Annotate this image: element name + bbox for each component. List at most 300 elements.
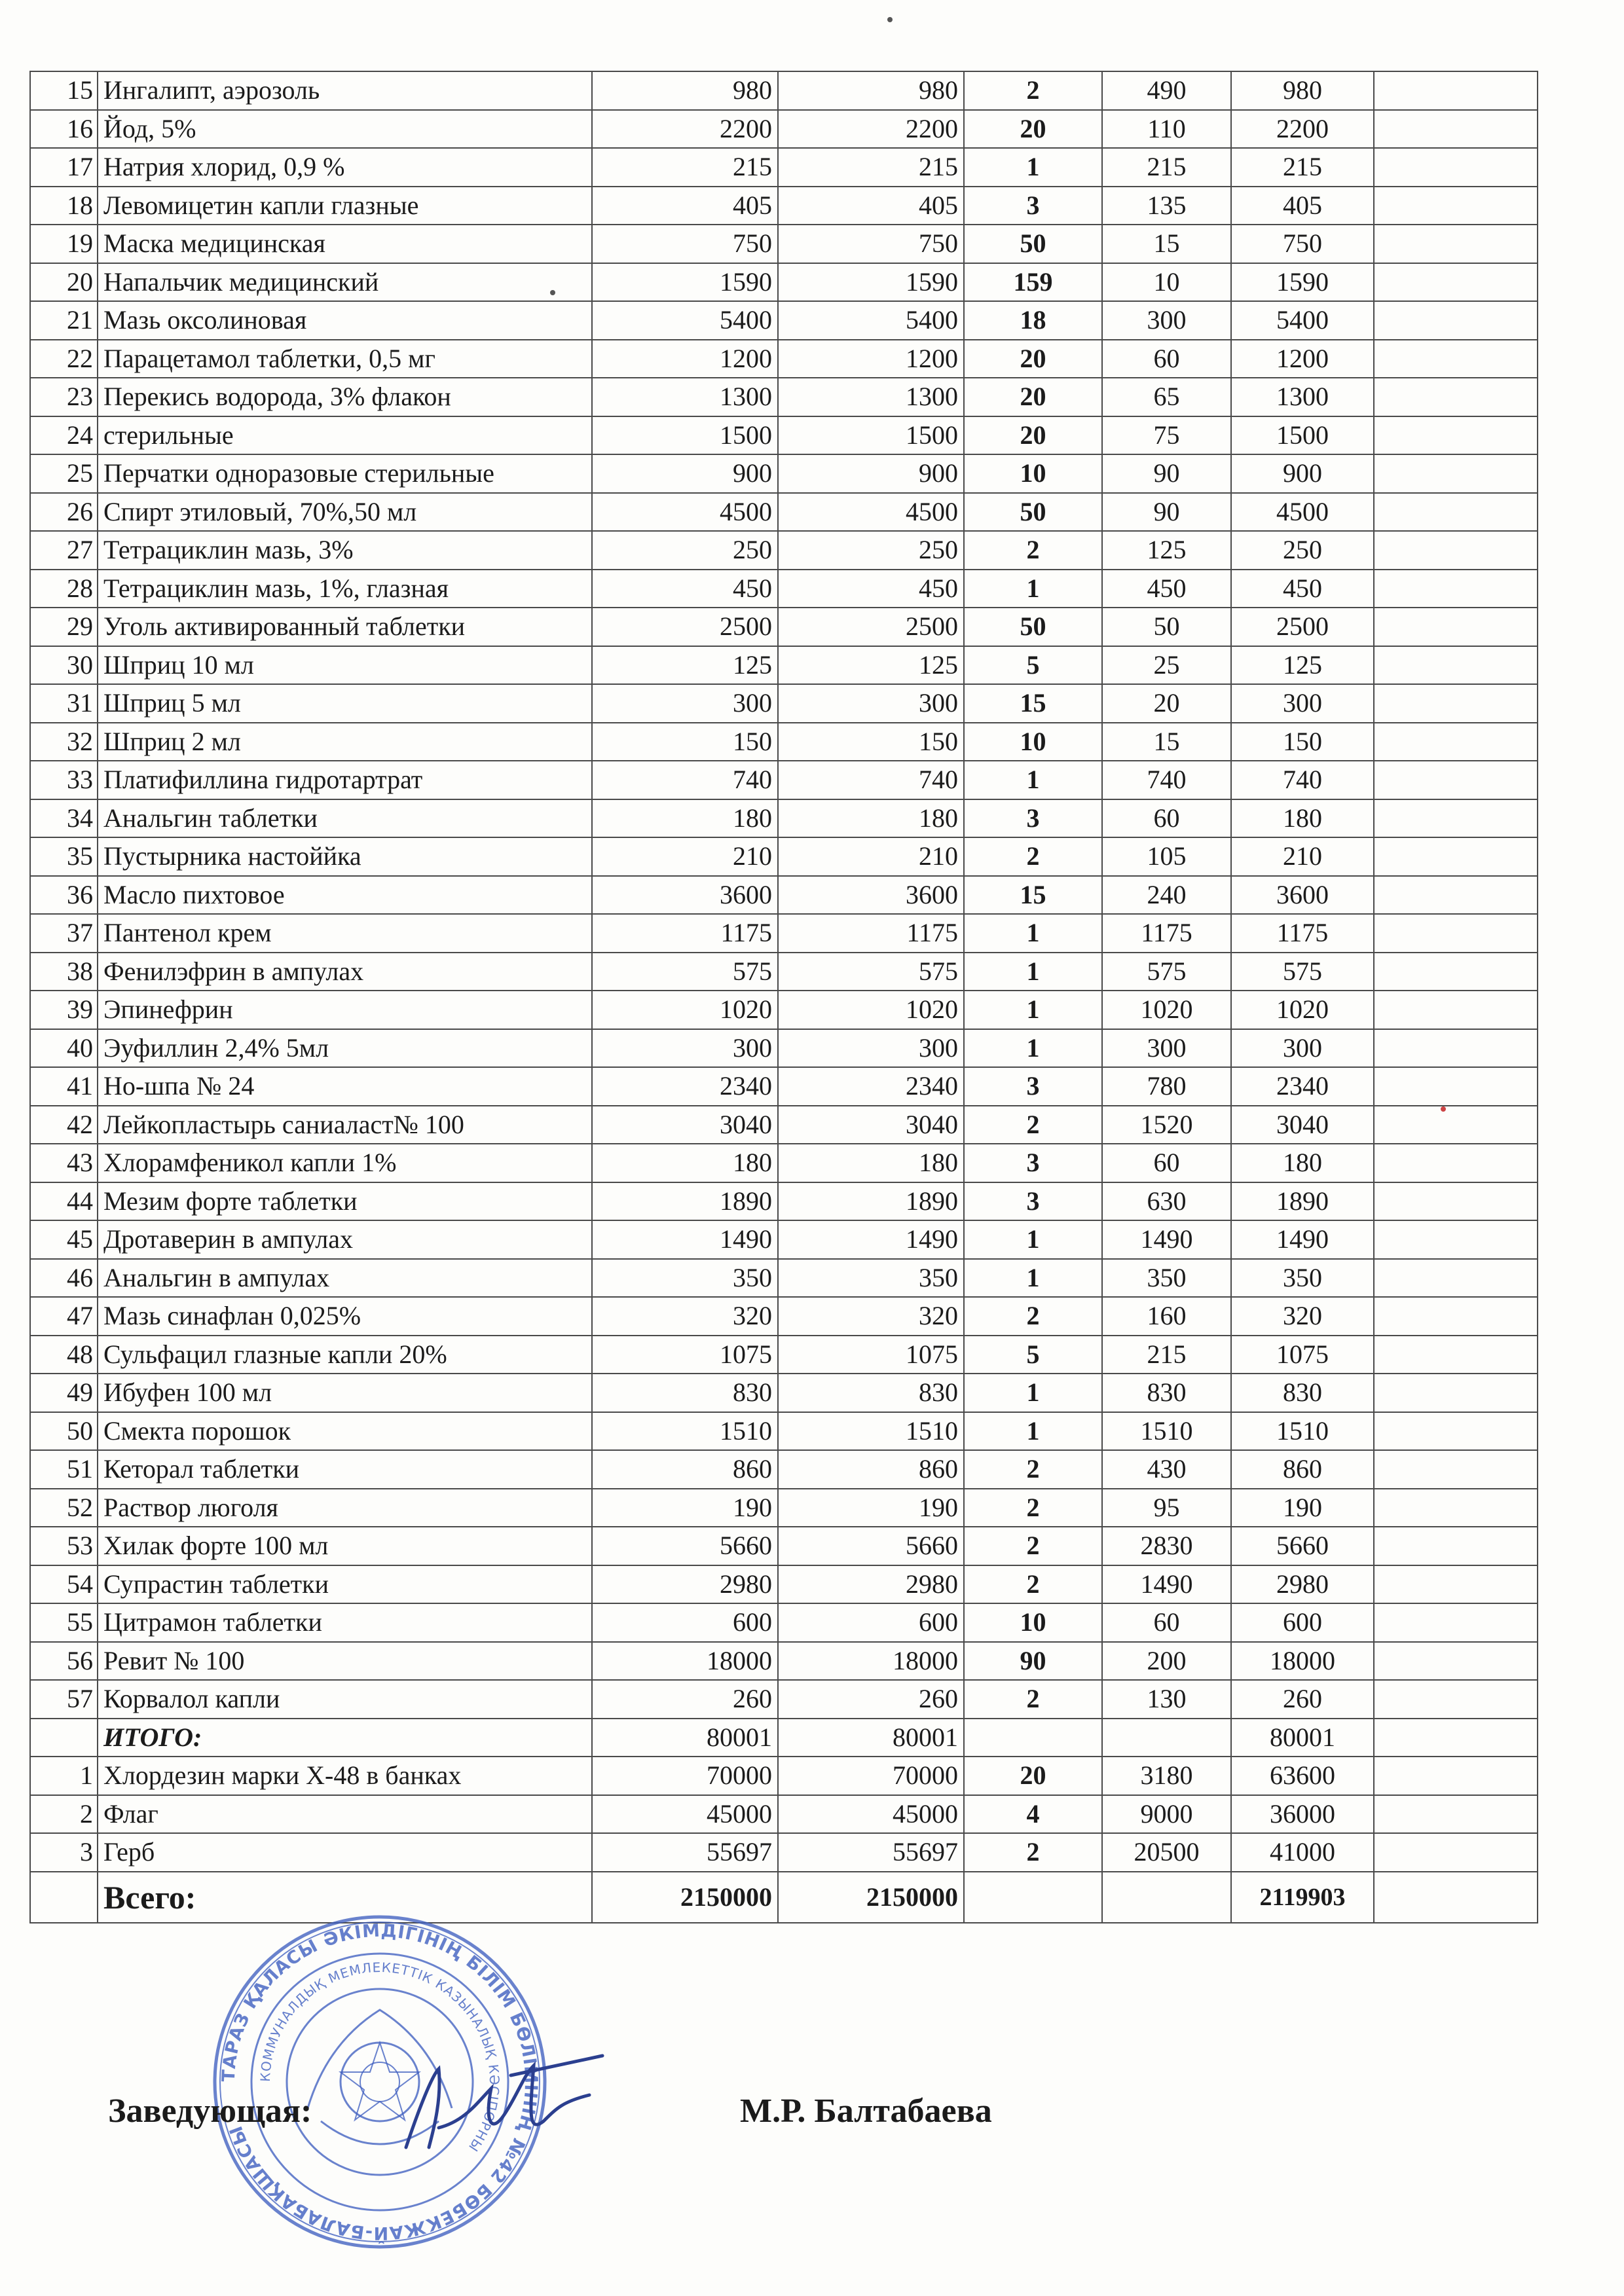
amount-cell: 980 bbox=[592, 71, 778, 110]
unit-price-cell: 1490 bbox=[1102, 1565, 1231, 1604]
table-row bbox=[30, 914, 1538, 953]
amount-cell: 575 bbox=[778, 953, 964, 991]
total-cell: 1300 bbox=[1231, 378, 1374, 416]
item-name: Спирт этиловый, 70%,50 мл bbox=[98, 493, 592, 532]
amount-cell: 5660 bbox=[592, 1527, 778, 1565]
unit-price-cell: 90 bbox=[1102, 454, 1231, 493]
item-name: Хлордезин марки Х-48 в банках bbox=[98, 1757, 592, 1795]
item-name: Шприц 5 мл bbox=[98, 684, 592, 723]
row-number: 22 bbox=[30, 340, 98, 378]
row-number: 48 bbox=[30, 1336, 98, 1374]
empty-cell bbox=[1374, 1719, 1538, 1757]
empty-cell bbox=[1374, 1795, 1538, 1834]
total-cell: 5400 bbox=[1231, 301, 1374, 340]
amount-cell: 600 bbox=[592, 1603, 778, 1642]
total-cell: 1020 bbox=[1231, 991, 1374, 1029]
total-cell: 41000 bbox=[1231, 1833, 1374, 1872]
amount-cell: 2200 bbox=[778, 110, 964, 149]
amount-cell: 2500 bbox=[778, 608, 964, 646]
row-number: 27 bbox=[30, 531, 98, 570]
total-cell: 210 bbox=[1231, 837, 1374, 876]
quantity-cell: 3 bbox=[964, 1067, 1102, 1106]
row-number: 42 bbox=[30, 1106, 98, 1144]
row-number: 16 bbox=[30, 110, 98, 149]
item-name: Уголь активированный таблетки bbox=[98, 608, 592, 646]
amount-cell: 18000 bbox=[778, 1642, 964, 1681]
empty-cell bbox=[1374, 148, 1538, 187]
unit-price-cell: 240 bbox=[1102, 876, 1231, 915]
total-cell: 300 bbox=[1231, 1029, 1374, 1068]
amount-cell: 70000 bbox=[592, 1757, 778, 1795]
empty-cell bbox=[1374, 1182, 1538, 1221]
item-name: Ревит № 100 bbox=[98, 1642, 592, 1681]
empty-cell bbox=[1374, 263, 1538, 302]
total-cell: 1175 bbox=[1231, 914, 1374, 953]
total-cell: 36000 bbox=[1231, 1795, 1374, 1834]
total-cell: 2119903 bbox=[1231, 1872, 1374, 1923]
amount-cell: 45000 bbox=[778, 1795, 964, 1834]
row-number: 15 bbox=[30, 71, 98, 110]
total-cell: 575 bbox=[1231, 953, 1374, 991]
empty-cell bbox=[1374, 1336, 1538, 1374]
amount-cell: 1890 bbox=[592, 1182, 778, 1221]
amount-cell: 1890 bbox=[778, 1182, 964, 1221]
empty-cell bbox=[1374, 1527, 1538, 1565]
quantity-cell: 1 bbox=[964, 1029, 1102, 1068]
quantity-cell: 50 bbox=[964, 608, 1102, 646]
amount-cell: 1200 bbox=[778, 340, 964, 378]
amount-cell: 18000 bbox=[592, 1642, 778, 1681]
table-row bbox=[30, 378, 1538, 416]
total-cell: 1500 bbox=[1231, 416, 1374, 455]
row-number: 33 bbox=[30, 761, 98, 799]
empty-cell bbox=[1374, 608, 1538, 646]
amount-cell: 80001 bbox=[778, 1719, 964, 1757]
table-body bbox=[30, 71, 1538, 1923]
table-row bbox=[30, 608, 1538, 646]
empty-cell bbox=[1374, 953, 1538, 991]
total-cell: 860 bbox=[1231, 1450, 1374, 1489]
unit-price-cell: 1490 bbox=[1102, 1220, 1231, 1259]
amount-cell: 180 bbox=[778, 799, 964, 838]
amount-cell: 80001 bbox=[592, 1719, 778, 1757]
empty-cell bbox=[1374, 1067, 1538, 1106]
unit-price-cell: 20 bbox=[1102, 684, 1231, 723]
empty-cell bbox=[1374, 761, 1538, 799]
item-name: Но-шпа № 24 bbox=[98, 1067, 592, 1106]
amount-cell: 320 bbox=[592, 1297, 778, 1336]
quantity-cell: 20 bbox=[964, 1757, 1102, 1795]
quantity-cell: 20 bbox=[964, 340, 1102, 378]
empty-cell bbox=[1374, 991, 1538, 1029]
quantity-cell: 1 bbox=[964, 1374, 1102, 1412]
unit-price-cell: 740 bbox=[1102, 761, 1231, 799]
total-cell: 150 bbox=[1231, 723, 1374, 761]
total-cell: 180 bbox=[1231, 1144, 1374, 1182]
amount-cell: 2150000 bbox=[778, 1872, 964, 1923]
empty-cell bbox=[1374, 301, 1538, 340]
table-row bbox=[30, 1565, 1538, 1604]
scan-speck bbox=[550, 290, 555, 295]
amount-cell: 1490 bbox=[778, 1220, 964, 1259]
table-row bbox=[30, 110, 1538, 149]
item-name: Натрия хлорид, 0,9 % bbox=[98, 148, 592, 187]
quantity-cell: 2 bbox=[964, 1680, 1102, 1719]
amount-cell: 980 bbox=[778, 71, 964, 110]
quantity-cell: 3 bbox=[964, 799, 1102, 838]
total-cell: 2200 bbox=[1231, 110, 1374, 149]
item-name: Мазь синафлан 0,025% bbox=[98, 1297, 592, 1336]
empty-cell bbox=[1374, 1374, 1538, 1412]
unit-price-cell: 830 bbox=[1102, 1374, 1231, 1412]
amount-cell: 1510 bbox=[592, 1412, 778, 1451]
item-name: Перекись водорода, 3% флакон bbox=[98, 378, 592, 416]
unit-price-cell: 200 bbox=[1102, 1642, 1231, 1681]
table-row bbox=[30, 416, 1538, 455]
row-number: 30 bbox=[30, 646, 98, 685]
row-number: 29 bbox=[30, 608, 98, 646]
amount-cell: 2980 bbox=[778, 1565, 964, 1604]
amount-cell: 190 bbox=[592, 1489, 778, 1527]
itogo-label: ИТОГО: bbox=[98, 1719, 592, 1757]
quantity-cell: 1 bbox=[964, 953, 1102, 991]
empty-cell bbox=[1374, 531, 1538, 570]
unit-price-cell: 3180 bbox=[1102, 1757, 1231, 1795]
amount-cell: 350 bbox=[592, 1259, 778, 1298]
row-number: 44 bbox=[30, 1182, 98, 1221]
item-name: Парацетамол таблетки, 0,5 мг bbox=[98, 340, 592, 378]
quantity-cell: 20 bbox=[964, 110, 1102, 149]
amount-cell: 2980 bbox=[592, 1565, 778, 1604]
unit-price-cell: 20500 bbox=[1102, 1833, 1231, 1872]
quantity-cell: 10 bbox=[964, 454, 1102, 493]
total-cell: 1490 bbox=[1231, 1220, 1374, 1259]
empty-cell bbox=[1374, 1450, 1538, 1489]
quantity-cell: 2 bbox=[964, 1297, 1102, 1336]
total-cell: 450 bbox=[1231, 570, 1374, 608]
item-name: Эпинефрин bbox=[98, 991, 592, 1029]
amount-cell: 300 bbox=[592, 684, 778, 723]
total-cell: 3600 bbox=[1231, 876, 1374, 915]
total-cell: 190 bbox=[1231, 1489, 1374, 1527]
amount-cell: 210 bbox=[592, 837, 778, 876]
amount-cell: 1590 bbox=[778, 263, 964, 302]
quantity-cell: 3 bbox=[964, 187, 1102, 225]
row-number: 3 bbox=[30, 1833, 98, 1872]
empty-cell bbox=[1374, 1144, 1538, 1182]
unit-price-cell: 9000 bbox=[1102, 1795, 1231, 1834]
amount-cell: 55697 bbox=[592, 1833, 778, 1872]
amount-cell: 405 bbox=[592, 187, 778, 225]
table-row bbox=[30, 991, 1538, 1029]
amount-cell: 3600 bbox=[592, 876, 778, 915]
item-name: Тетрациклин мазь, 3% bbox=[98, 531, 592, 570]
amount-cell: 4500 bbox=[592, 493, 778, 532]
amount-cell: 750 bbox=[778, 225, 964, 263]
empty-cell bbox=[1374, 225, 1538, 263]
row-number: 24 bbox=[30, 416, 98, 455]
medicines-table bbox=[29, 71, 1538, 1923]
quantity-cell: 50 bbox=[964, 225, 1102, 263]
amount-cell: 1175 bbox=[778, 914, 964, 953]
unit-price-cell: 575 bbox=[1102, 953, 1231, 991]
amount-cell: 900 bbox=[592, 454, 778, 493]
row-number: 54 bbox=[30, 1565, 98, 1604]
unit-price-cell: 15 bbox=[1102, 723, 1231, 761]
total-cell: 215 bbox=[1231, 148, 1374, 187]
amount-cell: 55697 bbox=[778, 1833, 964, 1872]
row-number: 26 bbox=[30, 493, 98, 532]
unit-price-cell: 1020 bbox=[1102, 991, 1231, 1029]
amount-cell: 150 bbox=[778, 723, 964, 761]
row-number: 28 bbox=[30, 570, 98, 608]
quantity-cell: 5 bbox=[964, 1336, 1102, 1374]
total-cell: 260 bbox=[1231, 1680, 1374, 1719]
item-name: Хилак форте 100 мл bbox=[98, 1527, 592, 1565]
scan-speck bbox=[887, 17, 893, 22]
empty-cell bbox=[1374, 876, 1538, 915]
table-row bbox=[30, 799, 1538, 838]
row-number: 40 bbox=[30, 1029, 98, 1068]
table-row bbox=[30, 1220, 1538, 1259]
table-row bbox=[30, 570, 1538, 608]
empty-cell bbox=[1374, 493, 1538, 532]
item-name: Платифиллина гидротартрат bbox=[98, 761, 592, 799]
table-row bbox=[30, 148, 1538, 187]
amount-cell: 300 bbox=[778, 1029, 964, 1068]
total-cell: 1075 bbox=[1231, 1336, 1374, 1374]
amount-cell: 1500 bbox=[592, 416, 778, 455]
amount-cell: 1075 bbox=[778, 1336, 964, 1374]
amount-cell: 2500 bbox=[592, 608, 778, 646]
empty-cell bbox=[1374, 1029, 1538, 1068]
quantity-cell: 5 bbox=[964, 646, 1102, 685]
amount-cell: 575 bbox=[592, 953, 778, 991]
table-row bbox=[30, 1450, 1538, 1489]
empty-cell bbox=[1374, 914, 1538, 953]
unit-price-cell: 60 bbox=[1102, 799, 1231, 838]
unit-price-cell bbox=[1102, 1872, 1231, 1923]
signatory-name: М.Р. Балтабаева bbox=[740, 2092, 992, 2130]
amount-cell: 1300 bbox=[778, 378, 964, 416]
quantity-cell: 1 bbox=[964, 1259, 1102, 1298]
table-row bbox=[30, 71, 1538, 110]
table-row bbox=[30, 1603, 1538, 1642]
item-name: Дротаверин в ампулах bbox=[98, 1220, 592, 1259]
item-name: Левомицетин капли глазные bbox=[98, 187, 592, 225]
row-number: 32 bbox=[30, 723, 98, 761]
item-name: Шприц 2 мл bbox=[98, 723, 592, 761]
table-row bbox=[30, 1297, 1538, 1336]
row-number: 19 bbox=[30, 225, 98, 263]
unit-price-cell: 50 bbox=[1102, 608, 1231, 646]
unit-price-cell: 60 bbox=[1102, 340, 1231, 378]
table-row bbox=[30, 837, 1538, 876]
table-row bbox=[30, 761, 1538, 799]
amount-cell: 1490 bbox=[592, 1220, 778, 1259]
table-row bbox=[30, 723, 1538, 761]
row-number bbox=[30, 1872, 98, 1923]
empty-cell bbox=[1374, 454, 1538, 493]
total-cell: 2340 bbox=[1231, 1067, 1374, 1106]
table-row bbox=[30, 1067, 1538, 1106]
amount-cell: 2200 bbox=[592, 110, 778, 149]
unit-price-cell: 160 bbox=[1102, 1297, 1231, 1336]
quantity-cell: 159 bbox=[964, 263, 1102, 302]
empty-cell bbox=[1374, 837, 1538, 876]
row-number: 23 bbox=[30, 378, 98, 416]
amount-cell: 70000 bbox=[778, 1757, 964, 1795]
total-cell: 18000 bbox=[1231, 1642, 1374, 1681]
row-number: 53 bbox=[30, 1527, 98, 1565]
empty-cell bbox=[1374, 570, 1538, 608]
quantity-cell: 3 bbox=[964, 1144, 1102, 1182]
empty-cell bbox=[1374, 187, 1538, 225]
empty-cell bbox=[1374, 684, 1538, 723]
unit-price-cell: 90 bbox=[1102, 493, 1231, 532]
empty-cell bbox=[1374, 340, 1538, 378]
unit-price-cell bbox=[1102, 1719, 1231, 1757]
row-number bbox=[30, 1719, 98, 1757]
unit-price-cell: 215 bbox=[1102, 148, 1231, 187]
amount-cell: 1590 bbox=[592, 263, 778, 302]
empty-cell bbox=[1374, 416, 1538, 455]
itogo-row bbox=[30, 1719, 1538, 1757]
empty-cell bbox=[1374, 1603, 1538, 1642]
amount-cell: 2340 bbox=[592, 1067, 778, 1106]
empty-cell bbox=[1374, 1106, 1538, 1144]
unit-price-cell: 630 bbox=[1102, 1182, 1231, 1221]
quantity-cell: 2 bbox=[964, 1106, 1102, 1144]
amount-cell: 830 bbox=[778, 1374, 964, 1412]
item-name: Лейкопластырь саниаласт№ 100 bbox=[98, 1106, 592, 1144]
row-number: 17 bbox=[30, 148, 98, 187]
amount-cell: 350 bbox=[778, 1259, 964, 1298]
amount-cell: 2150000 bbox=[592, 1872, 778, 1923]
total-cell: 900 bbox=[1231, 454, 1374, 493]
table-row bbox=[30, 646, 1538, 685]
amount-cell: 3600 bbox=[778, 876, 964, 915]
total-cell: 80001 bbox=[1231, 1719, 1374, 1757]
empty-cell bbox=[1374, 1259, 1538, 1298]
table-row bbox=[30, 263, 1538, 302]
quantity-cell: 2 bbox=[964, 1489, 1102, 1527]
unit-price-cell: 60 bbox=[1102, 1144, 1231, 1182]
empty-cell bbox=[1374, 723, 1538, 761]
amount-cell: 1200 bbox=[592, 340, 778, 378]
empty-cell bbox=[1374, 1872, 1538, 1923]
row-number: 1 bbox=[30, 1757, 98, 1795]
quantity-cell: 1 bbox=[964, 1412, 1102, 1451]
quantity-cell bbox=[964, 1872, 1102, 1923]
empty-cell bbox=[1374, 1833, 1538, 1872]
unit-price-cell: 1520 bbox=[1102, 1106, 1231, 1144]
amount-cell: 45000 bbox=[592, 1795, 778, 1834]
amount-cell: 1020 bbox=[778, 991, 964, 1029]
amount-cell: 1510 bbox=[778, 1412, 964, 1451]
table-row bbox=[30, 1259, 1538, 1298]
quantity-cell: 15 bbox=[964, 876, 1102, 915]
item-name: Хлорамфеникол капли 1% bbox=[98, 1144, 592, 1182]
total-cell: 125 bbox=[1231, 646, 1374, 685]
quantity-cell: 10 bbox=[964, 723, 1102, 761]
item-name: Маска медицинская bbox=[98, 225, 592, 263]
row-number: 35 bbox=[30, 837, 98, 876]
table-row bbox=[30, 1757, 1538, 1795]
amount-cell: 900 bbox=[778, 454, 964, 493]
quantity-cell: 1 bbox=[964, 570, 1102, 608]
unit-price-cell: 25 bbox=[1102, 646, 1231, 685]
amount-cell: 250 bbox=[592, 531, 778, 570]
row-number: 18 bbox=[30, 187, 98, 225]
table-row bbox=[30, 684, 1538, 723]
total-cell: 600 bbox=[1231, 1603, 1374, 1642]
vsego-label: Всего: bbox=[98, 1872, 592, 1923]
item-name: Раствор люголя bbox=[98, 1489, 592, 1527]
row-number: 57 bbox=[30, 1680, 98, 1719]
row-number: 41 bbox=[30, 1067, 98, 1106]
scan-speck bbox=[1441, 1106, 1446, 1112]
empty-cell bbox=[1374, 71, 1538, 110]
amount-cell: 1020 bbox=[592, 991, 778, 1029]
amount-cell: 180 bbox=[778, 1144, 964, 1182]
empty-cell bbox=[1374, 1757, 1538, 1795]
amount-cell: 1500 bbox=[778, 416, 964, 455]
handwritten-signature bbox=[393, 2049, 609, 2167]
unit-price-cell: 430 bbox=[1102, 1450, 1231, 1489]
empty-cell bbox=[1374, 1565, 1538, 1604]
item-name: Флаг bbox=[98, 1795, 592, 1834]
item-name: Шприц 10 мл bbox=[98, 646, 592, 685]
item-name: Смекта порошок bbox=[98, 1412, 592, 1451]
row-number: 37 bbox=[30, 914, 98, 953]
item-name: Йод, 5% bbox=[98, 110, 592, 149]
table-row bbox=[30, 301, 1538, 340]
row-number: 34 bbox=[30, 799, 98, 838]
amount-cell: 190 bbox=[778, 1489, 964, 1527]
table-row bbox=[30, 1680, 1538, 1719]
seal-inner-text: КОММУНАЛДЫҚ МЕМЛЕКЕТТІК КАЗЫНАЛЫҚ КӘСІПОРНЫ bbox=[257, 1959, 503, 2155]
amount-cell: 180 bbox=[592, 1144, 778, 1182]
amount-cell: 260 bbox=[592, 1680, 778, 1719]
table-row bbox=[30, 187, 1538, 225]
quantity-cell: 1 bbox=[964, 148, 1102, 187]
row-number: 25 bbox=[30, 454, 98, 493]
unit-price-cell: 110 bbox=[1102, 110, 1231, 149]
row-number: 47 bbox=[30, 1297, 98, 1336]
quantity-cell: 3 bbox=[964, 1182, 1102, 1221]
quantity-cell: 2 bbox=[964, 1527, 1102, 1565]
amount-cell: 750 bbox=[592, 225, 778, 263]
row-number: 43 bbox=[30, 1144, 98, 1182]
total-cell: 740 bbox=[1231, 761, 1374, 799]
unit-price-cell: 15 bbox=[1102, 225, 1231, 263]
unit-price-cell: 135 bbox=[1102, 187, 1231, 225]
item-name: Сульфацил глазные капли 20% bbox=[98, 1336, 592, 1374]
quantity-cell: 2 bbox=[964, 837, 1102, 876]
table-row bbox=[30, 340, 1538, 378]
total-cell: 3040 bbox=[1231, 1106, 1374, 1144]
item-name: Мезим форте таблетки bbox=[98, 1182, 592, 1221]
row-number: 31 bbox=[30, 684, 98, 723]
item-name: Ингалипт, аэрозоль bbox=[98, 71, 592, 110]
empty-cell bbox=[1374, 1297, 1538, 1336]
item-name: Корвалол капли bbox=[98, 1680, 592, 1719]
total-cell: 2500 bbox=[1231, 608, 1374, 646]
item-name: стерильные bbox=[98, 416, 592, 455]
amount-cell: 860 bbox=[592, 1450, 778, 1489]
item-name: Пантенол крем bbox=[98, 914, 592, 953]
